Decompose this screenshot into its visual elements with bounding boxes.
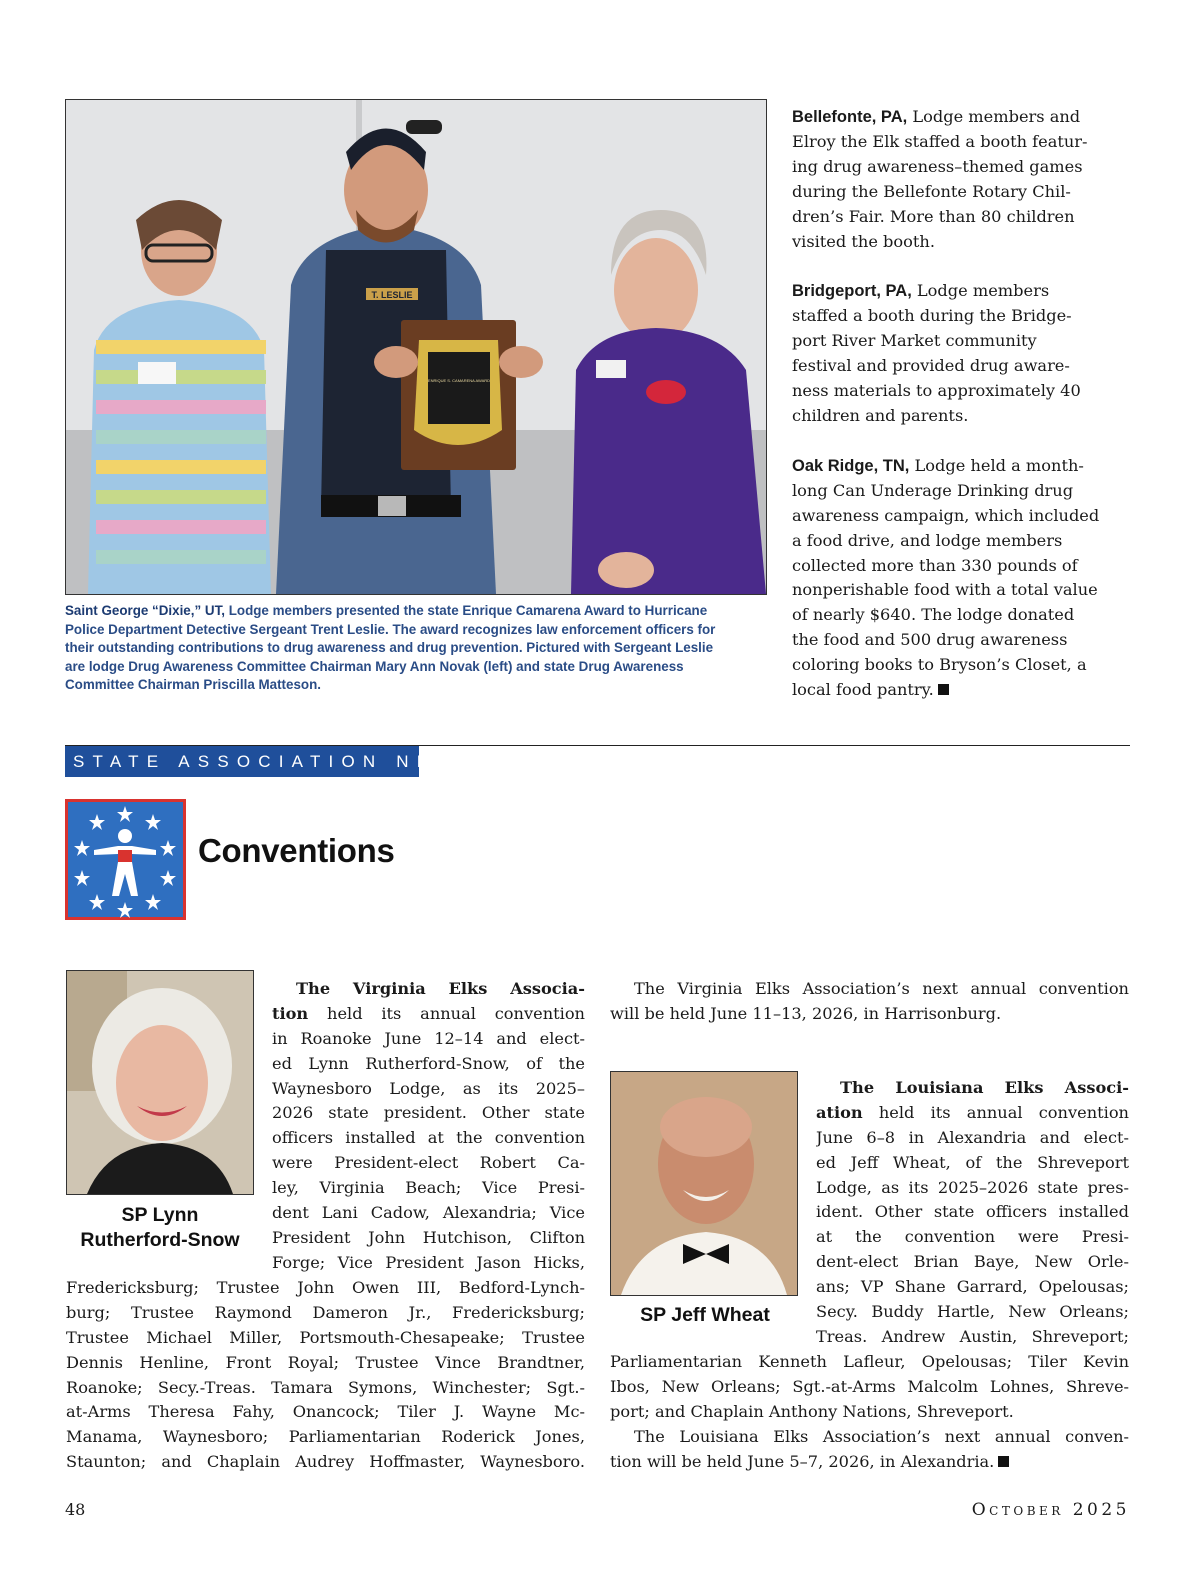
text-line: will be held June 11–13, 2026, in Harrisonburg. [610, 1003, 1002, 1023]
text-line: ness materials to approximately 40 [792, 381, 1081, 401]
text-line: children and parents. [792, 405, 969, 425]
louisiana-article-narrow [816, 1076, 1129, 1350]
text-line: ans; VP Shane Garrard, Opelousas; [816, 1277, 1129, 1297]
text-line: in Roanoke June 12–14 and elect- [272, 1028, 585, 1048]
louisiana-article-wide [610, 1350, 1129, 1474]
text-line: The Louisiana Elks Association’s next annual conven- [634, 1426, 1129, 1446]
text-line: port River Market community [792, 331, 1037, 351]
text-line: dent Lani Cadow, Alexandria; Vice [272, 1203, 585, 1223]
text-line [272, 977, 585, 1002]
text-line: staffed a booth during the Bridge- [792, 306, 1072, 326]
text-line: of nearly $640. The lodge donated [792, 605, 1075, 625]
text-line: June 6–8 in Alexandria and elect- [816, 1127, 1129, 1147]
text-line: long Can Underage Drinking drug [792, 480, 1074, 500]
plaque-title: ENRIQUE S. CAMARENA AWARD [427, 378, 491, 383]
virginia-article-wide [66, 1276, 585, 1475]
lodge-place: Bridgeport, PA, [792, 282, 912, 301]
text-line: Ibos, New Orleans; Sgt.-at-Arms Malcolm Lohnes, Shreve- [610, 1376, 1129, 1396]
text-line: visited the booth. [792, 231, 935, 251]
text-fragment: held its annual convention [862, 1102, 1129, 1122]
text-line [610, 1450, 1129, 1475]
virginia-article-narrow [272, 977, 585, 1276]
text-line: festival and provided drug aware- [792, 356, 1070, 376]
portrait-caption-jeff: SP Jeff Wheat [640, 1304, 770, 1326]
text-line: dent-elect Brian Baye, New Orle- [816, 1252, 1129, 1272]
section-banner: STATE ASSOCIATION NEWS [65, 746, 419, 777]
caption-line: Rutherford-Snow [80, 1229, 240, 1251]
text-line: during the Bellefonte Rotary Chil- [792, 181, 1071, 201]
portrait-caption-lynn [66, 1203, 254, 1253]
text-line: were President-elect Robert Ca- [272, 1153, 585, 1173]
text-line: Manama, Waynesboro; Parliamentarian Roderick Jones, [66, 1427, 585, 1447]
caption-line: Police Department Detective Sergeant Trent Leslie. The award recognizes law enforcement officers for [65, 621, 716, 637]
text-line: awareness campaign, which included [792, 505, 1100, 525]
text-line: Roanoke; Secy.-Treas. Tamara Symons, Winchester; Sgt.- [66, 1377, 585, 1397]
award-photo [65, 99, 767, 595]
text-line: Trustee Michael Miller, Portsmouth-Chesapeake; Trustee [66, 1327, 585, 1347]
caption-line: their outstanding contributions to drug awareness and drug prevention. Pictured with Sergeant Leslie [65, 640, 714, 656]
lodge-news-column [792, 105, 1132, 728]
text-line: coloring books to Bryson’s Closet, a [792, 655, 1087, 675]
text-line: Secy. Buddy Hartle, New Orleans; [816, 1302, 1129, 1322]
page-number: 48 [65, 1500, 86, 1519]
text-line: Waynesboro Lodge, as its 2025– [272, 1078, 585, 1098]
text-line: President John Hutchison, Clifton [272, 1227, 585, 1247]
text-line [272, 1002, 585, 1027]
conventions-logo-icon [64, 798, 187, 921]
text-line [816, 1076, 1129, 1101]
text-line: 2026 state president. Other state [272, 1103, 585, 1123]
portrait-lynn-rutherford-snow [66, 970, 254, 1195]
text-line: at-Arms Theresa Fahy, Onancock; Tiler J. Wayne Mc- [66, 1402, 585, 1422]
text-line: burg; Trustee Raymond Dameron Jr., Fredericksburg; [66, 1302, 585, 1322]
section-title: Conventions [198, 832, 395, 869]
caption-line: Lodge members presented the state Enrique Camarena Award to Hurricane [224, 603, 708, 618]
photo-caption [65, 602, 765, 695]
text-line: dren’s Fair. More than 80 children [792, 206, 1075, 226]
text-line: ing drug awareness–themed games [792, 156, 1083, 176]
article-lead: The Louisiana Elks Associ- [840, 1078, 1129, 1097]
virginia-next-convention [610, 977, 1129, 1027]
text-line: Treas. Andrew Austin, Shreveport; [816, 1326, 1129, 1346]
lodge-item-bellefonte [792, 105, 1132, 254]
text-fragment: tion will be held June 5–7, 2026, in Alexandria. [610, 1451, 995, 1471]
text-line: Staunton; and Chaplain Audrey Hoffmaster, Waynesboro. [66, 1452, 585, 1472]
article-lead: tion [272, 1003, 309, 1023]
lodge-place: Oak Ridge, TN, [792, 456, 910, 475]
end-mark-icon [998, 1456, 1009, 1467]
text-line: Lodge, as its 2025–2026 state pres- [816, 1177, 1129, 1197]
text-line: Fredericksburg; Trustee John Owen III, Bedford-Lynch- [66, 1278, 585, 1297]
caption-line: are lodge Drug Awareness Committee Chairman Mary Ann Novak (left) and state Drug Awareness [65, 658, 684, 674]
text-line: at the convention were Presi- [816, 1227, 1129, 1247]
text-line: Forge; Vice President Jason Hicks, [272, 1252, 585, 1272]
text-line: officers installed at the convention [272, 1128, 585, 1148]
text-line: Lodge members and [907, 107, 1081, 126]
caption-lead: Saint George “Dixie,” UT, [65, 603, 225, 618]
text-line [816, 1101, 1129, 1126]
article-lead: ation [816, 1102, 863, 1122]
text-line: ley, Virginia Beach; Vice Presi- [272, 1178, 585, 1198]
text-line: Elroy the Elk staffed a booth featur- [792, 131, 1088, 151]
caption-line: Committee Chairman Priscilla Matteson. [65, 677, 321, 693]
text-line: collected more than 330 pounds of [792, 555, 1078, 575]
text-line: Dennis Henline, Front Royal; Trustee Vince Brandtner, [66, 1352, 585, 1372]
issue-date: October 2025 [971, 1500, 1130, 1520]
text-line: Lodge held a month- [909, 455, 1084, 475]
text-line: ed Jeff Wheat, of the Shreveport [816, 1152, 1129, 1172]
lodge-item-oak-ridge [792, 454, 1132, 703]
text-line: Parliamentarian Kenneth Lafleur, Opelousas; Tiler Kevin [610, 1352, 1129, 1371]
article-lead: The Virginia Elks Associa- [296, 979, 585, 998]
text-line: nonperishable food with a total value [792, 580, 1098, 600]
text-line: Lodge members [911, 281, 1050, 301]
text-line: port; and Chaplain Anthony Nations, Shreveport. [610, 1401, 1014, 1421]
lodge-place: Bellefonte, PA, [792, 108, 908, 126]
text-line: local food pantry. [792, 680, 934, 700]
text-line: ed Lynn Rutherford-Snow, of the [272, 1053, 585, 1073]
portrait-jeff-wheat [610, 1071, 798, 1296]
text-line: ident. Other state officers installed [816, 1202, 1129, 1222]
text-fragment: held its annual convention [308, 1003, 585, 1023]
caption-line: SP Lynn [121, 1204, 199, 1226]
end-mark-icon [938, 684, 949, 695]
text-line: The Virginia Elks Association’s next annual convention [634, 979, 1129, 998]
text-line: the food and 500 drug awareness [792, 630, 1068, 650]
text-line: a food drive, and lodge members [792, 530, 1063, 550]
officer-name-tag: T. LESLIE [371, 290, 413, 300]
lodge-item-bridgeport [792, 279, 1132, 428]
